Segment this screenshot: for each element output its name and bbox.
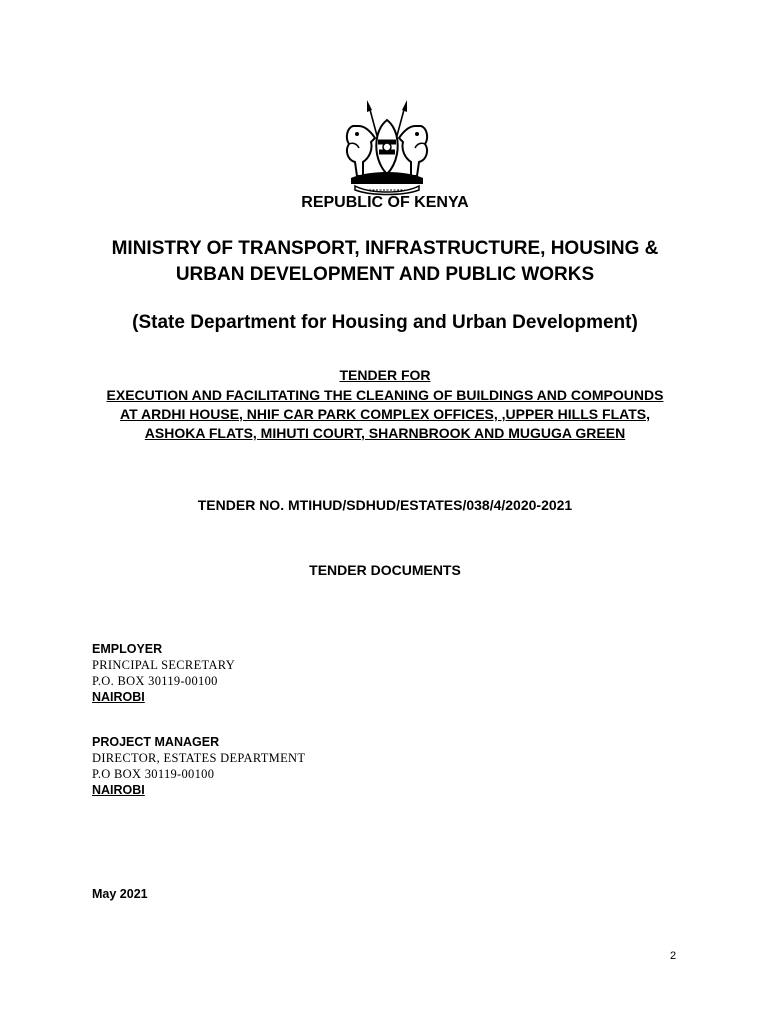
employer-city: NAIROBI xyxy=(92,690,145,704)
employer-title: PRINCIPAL SECRETARY xyxy=(92,658,236,672)
document-date: May 2021 xyxy=(92,887,148,901)
tender-description xyxy=(30,386,740,443)
tender-description-line-1: EXECUTION AND FACILITATING THE CLEANING OF BUILDINGS AND COMPOUNDS xyxy=(106,387,664,403)
kenya-coat-of-arms-icon xyxy=(339,98,435,196)
tender-number: TENDER NO. MTIHUD/SDHUD/ESTATES/038/4/2020-2021 xyxy=(197,497,573,513)
employer-box: P.O. BOX 30119-00100 xyxy=(92,674,218,688)
ministry-title-line-1: MINISTRY OF TRANSPORT, INFRASTRUCTURE, HOUSING & xyxy=(111,238,659,259)
ministry-title-line-2: URBAN DEVELOPMENT AND PUBLIC WORKS xyxy=(175,264,595,285)
tender-for-label: TENDER FOR xyxy=(339,367,431,383)
tender-description-line-2: AT ARDHI HOUSE, NHIF CAR PARK COMPLEX OFFICES, ,UPPER HILLS FLATS, xyxy=(120,406,650,422)
tender-description-line-3: ASHOKA FLATS, MIHUTI COURT, SHARNBROOK AND MUGUGA GREEN xyxy=(144,425,626,441)
employer-heading: EMPLOYER xyxy=(92,642,163,656)
state-department-title: (State Department for Housing and Urban Development) xyxy=(132,312,638,333)
page-number: 2 xyxy=(670,950,677,962)
employer-block xyxy=(92,641,235,705)
ministry-title xyxy=(60,236,710,288)
project-manager-block xyxy=(92,734,305,798)
project-manager-heading: PROJECT MANAGER xyxy=(92,735,220,749)
project-manager-city: NAIROBI xyxy=(92,783,145,797)
project-manager-box: P.O BOX 30119-00100 xyxy=(92,767,215,781)
tender-documents-title: TENDER DOCUMENTS xyxy=(309,562,461,578)
project-manager-title: DIRECTOR, ESTATES DEPARTMENT xyxy=(92,751,306,765)
country-heading: REPUBLIC OF KENYA xyxy=(301,194,469,211)
